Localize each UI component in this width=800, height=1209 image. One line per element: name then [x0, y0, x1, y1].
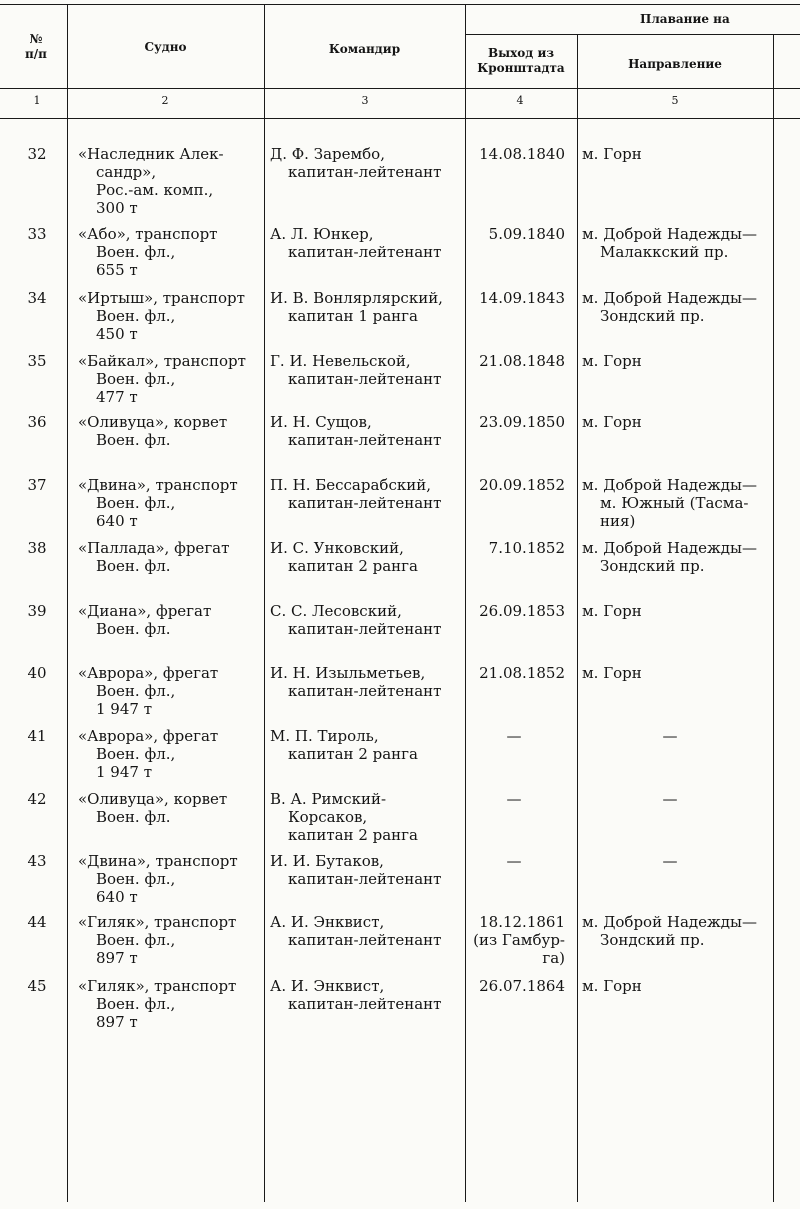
row-number: 33	[27, 225, 47, 243]
ship-cell	[78, 852, 238, 906]
ship-cell-line: «Оливуца», корвет	[78, 413, 228, 431]
commander-cell	[270, 352, 441, 388]
commander-cell	[270, 790, 418, 844]
departure-cell	[455, 602, 565, 620]
ship-cell-line: 640 т	[96, 512, 138, 530]
direction-cell	[582, 476, 757, 530]
commander-cell-line: Г. И. Невельской,	[270, 352, 411, 370]
commander-cell	[270, 413, 441, 449]
departure-cell	[455, 289, 565, 307]
direction-cell-line: м. Горн	[582, 352, 642, 370]
departure-cell	[455, 476, 565, 494]
colnum-2: 2	[161, 94, 169, 107]
direction-dash: —	[662, 852, 678, 870]
commander-cell-line: А. Л. Юнкер,	[270, 225, 374, 243]
commander-cell-line: капитан 2 ранга	[288, 557, 418, 575]
ship-cell	[78, 664, 218, 718]
ship-cell-line: «Або», транспорт	[78, 225, 218, 243]
ship-cell	[78, 977, 236, 1031]
commander-cell-line: капитан-лейтенант	[288, 995, 442, 1013]
commander-cell-line: капитан-лейтенант	[288, 494, 442, 512]
direction-cell	[582, 352, 642, 370]
direction-cell-line: м. Доброй Надежды—	[582, 289, 757, 307]
direction-cell-line: м. Доброй Надежды—	[582, 539, 757, 557]
direction-cell-line: Малаккский пр.	[600, 243, 729, 261]
departure-cell	[455, 913, 565, 967]
header-departure: Выход из Кронштадта	[477, 46, 565, 75]
ship-cell-line: Воен. фл.,	[96, 745, 176, 763]
commander-cell-line: капитан-лейтенант	[288, 431, 442, 449]
commander-cell-line: И. Н. Изыльметьев,	[270, 664, 426, 682]
ship-cell-line: 300 т	[96, 199, 138, 217]
commander-cell-line: капитан-лейтенант	[288, 682, 442, 700]
commander-cell	[270, 289, 443, 325]
col-divider-1	[67, 4, 68, 1202]
direction-cell-line: м. Доброй Надежды—	[582, 225, 757, 243]
ship-cell	[78, 289, 245, 343]
departure-cell-line: 14.09.1843	[479, 289, 565, 307]
ship-cell	[78, 790, 227, 826]
ship-cell-line: 1 947 т	[96, 700, 153, 718]
commander-cell	[270, 664, 441, 700]
header-num: № п/п	[25, 32, 47, 61]
ship-cell-line: Рос.-ам. комп.,	[96, 181, 214, 199]
direction-cell-line: Зондский пр.	[600, 931, 705, 949]
col-divider-2	[264, 4, 265, 1202]
row-number: 41	[27, 727, 47, 745]
ship-cell	[78, 539, 229, 575]
ship-cell-line: Воен. фл.,	[96, 870, 176, 888]
ship-cell-line: 477 т	[96, 388, 138, 406]
commander-cell-line: П. Н. Бессарабский,	[270, 476, 431, 494]
ship-cell	[78, 602, 211, 638]
ship-cell-line: Воен. фл.	[96, 431, 171, 449]
row-number: 38	[27, 539, 47, 557]
row-number: 35	[27, 352, 47, 370]
ship-cell-line: 1 947 т	[96, 763, 153, 781]
header-ship: Судно	[144, 40, 187, 54]
commander-cell	[270, 476, 441, 512]
departure-dash: —	[506, 790, 522, 808]
ship-cell	[78, 225, 217, 279]
direction-cell	[582, 225, 757, 261]
group-rule	[465, 34, 800, 35]
direction-cell	[582, 602, 642, 620]
ship-cell-line: «Оливуца», корвет	[78, 790, 228, 808]
direction-cell-line: м. Горн	[582, 977, 642, 995]
direction-cell-line: ния)	[600, 512, 636, 530]
departure-cell	[455, 977, 565, 995]
ship-cell-line: Воен. фл.,	[96, 307, 176, 325]
ship-cell-line: Воен. фл.	[96, 808, 171, 826]
ship-cell-line: «Гиляк», транспорт	[78, 977, 237, 995]
row-number: 36	[27, 413, 47, 431]
commander-cell	[270, 602, 441, 638]
colnum-4: 4	[516, 94, 524, 107]
commander-cell	[270, 225, 441, 261]
commander-cell-line: капитан-лейтенант	[288, 370, 442, 388]
departure-dash: —	[506, 727, 522, 745]
row-number: 39	[27, 602, 47, 620]
direction-dash: —	[662, 790, 678, 808]
departure-cell	[455, 145, 565, 163]
direction-cell	[582, 664, 642, 682]
commander-cell	[270, 539, 418, 575]
commander-cell-line: Корсаков,	[288, 808, 368, 826]
ship-cell-line: Воен. фл.,	[96, 931, 176, 949]
departure-cell-line: 18.12.1861	[479, 913, 565, 931]
colnum-1: 1	[33, 94, 41, 107]
commander-cell	[270, 977, 441, 1013]
commander-cell-line: М. П. Тироль,	[270, 727, 379, 745]
ship-cell-line: Воен. фл.,	[96, 370, 176, 388]
colnum-5: 5	[671, 94, 679, 107]
header-commander: Командир	[328, 42, 401, 56]
commander-cell-line: Д. Ф. Зарембо,	[270, 145, 385, 163]
departure-cell-line: 7.10.1852	[488, 539, 565, 557]
commander-cell-line: капитан-лейтенант	[288, 620, 442, 638]
ship-cell	[78, 145, 224, 217]
ship-cell-line: 897 т	[96, 949, 138, 967]
ship-cell	[78, 913, 236, 967]
commander-cell-line: И. В. Вонлярлярский,	[270, 289, 443, 307]
commander-cell-line: капитан-лейтенант	[288, 163, 442, 181]
ship-cell-line: «Аврора», фрегат	[78, 664, 219, 682]
departure-cell	[455, 539, 565, 557]
row-number: 37	[27, 476, 47, 494]
departure-cell-line: 14.08.1840	[479, 145, 565, 163]
commander-cell-line: И. И. Бутаков,	[270, 852, 384, 870]
commander-cell-line: капитан 2 ранга	[288, 745, 418, 763]
ship-cell-line: 897 т	[96, 1013, 138, 1031]
row-number: 40	[27, 664, 47, 682]
direction-cell-line: м. Доброй Надежды—	[582, 476, 757, 494]
ship-cell-line: «Наследник Алек-	[78, 145, 224, 163]
departure-cell-line: 20.09.1852	[479, 476, 565, 494]
row-number: 43	[27, 852, 47, 870]
ship-cell	[78, 413, 227, 449]
direction-cell	[582, 145, 642, 163]
ship-cell-line: Воен. фл.,	[96, 494, 176, 512]
ship-cell-line: «Диана», фрегат	[78, 602, 212, 620]
column-numbers-rule	[0, 118, 800, 119]
commander-cell	[270, 727, 418, 763]
commander-cell-line: капитан-лейтенант	[288, 870, 442, 888]
commander-cell-line: И. С. Унковский,	[270, 539, 404, 557]
header-bottom-rule	[0, 88, 800, 89]
ship-cell-line: сандр»,	[96, 163, 157, 181]
direction-cell-line: м. Доброй Надежды—	[582, 913, 757, 931]
header-direction: Направление	[628, 57, 722, 71]
commander-cell	[270, 913, 441, 949]
ship-cell	[78, 352, 246, 406]
row-number: 44	[27, 913, 47, 931]
direction-cell	[582, 289, 757, 325]
direction-cell-line: м. Горн	[582, 413, 642, 431]
commander-cell	[270, 145, 441, 181]
direction-dash: —	[662, 727, 678, 745]
commander-cell-line: капитан-лейтенант	[288, 243, 442, 261]
ship-cell	[78, 727, 218, 781]
ship-cell-line: «Двина», транспорт	[78, 476, 238, 494]
ship-cell-line: Воен. фл.,	[96, 995, 176, 1013]
direction-cell	[582, 977, 642, 995]
top-rule	[0, 4, 800, 5]
departure-cell-line: 5.09.1840	[488, 225, 565, 243]
row-number: 34	[27, 289, 47, 307]
departure-cell-line: 21.08.1852	[479, 664, 565, 682]
ship-cell-line: Воен. фл.	[96, 557, 171, 575]
departure-cell-line: (из Гамбур-	[473, 931, 565, 949]
commander-cell-line: И. Н. Сущов,	[270, 413, 372, 431]
departure-cell-line: 23.09.1850	[479, 413, 565, 431]
departure-cell-line: 26.09.1853	[479, 602, 565, 620]
departure-cell	[455, 664, 565, 682]
direction-cell-line: Зондский пр.	[600, 557, 705, 575]
colnum-3: 3	[361, 94, 369, 107]
commander-cell-line: С. С. Лесовский,	[270, 602, 402, 620]
direction-cell-line: м. Горн	[582, 664, 642, 682]
commander-cell-line: А. И. Энквист,	[270, 913, 385, 931]
row-number: 42	[27, 790, 47, 808]
ship-cell-line: Воен. фл.,	[96, 243, 176, 261]
commander-cell-line: капитан-лейтенант	[288, 931, 442, 949]
departure-cell	[455, 225, 565, 243]
direction-cell-line: м. Горн	[582, 145, 642, 163]
ship-cell-line: 655 т	[96, 261, 138, 279]
direction-cell	[582, 913, 757, 949]
ship-cell-line: 450 т	[96, 325, 138, 343]
ship-cell-line: «Байкал», транспорт	[78, 352, 246, 370]
departure-cell-line: 21.08.1848	[479, 352, 565, 370]
commander-cell	[270, 852, 441, 888]
row-number: 32	[27, 145, 47, 163]
departure-cell-line: га)	[542, 949, 565, 967]
direction-cell	[582, 413, 642, 431]
col-divider-5	[773, 34, 774, 1202]
direction-cell	[582, 539, 757, 575]
ship-cell-line: «Гиляк», транспорт	[78, 913, 237, 931]
row-number: 45	[27, 977, 47, 995]
ship-cell-line: «Паллада», фрегат	[78, 539, 230, 557]
ship-cell-line: Воен. фл.	[96, 620, 171, 638]
ship-cell-line: «Аврора», фрегат	[78, 727, 219, 745]
ship-cell-line: Воен. фл.,	[96, 682, 176, 700]
commander-cell-line: А. И. Энквист,	[270, 977, 385, 995]
departure-cell	[455, 352, 565, 370]
direction-cell-line: Зондский пр.	[600, 307, 705, 325]
direction-cell-line: м. Южный (Тасма-	[600, 494, 749, 512]
commander-cell-line: В. А. Римский-	[270, 790, 387, 808]
commander-cell-line: капитан 2 ранга	[288, 826, 418, 844]
ship-cell-line: «Иртыш», транспорт	[78, 289, 245, 307]
col-divider-4	[577, 34, 578, 1202]
departure-cell-line: 26.07.1864	[479, 977, 565, 995]
ship-cell-line: 640 т	[96, 888, 138, 906]
departure-cell	[455, 413, 565, 431]
departure-dash: —	[506, 852, 522, 870]
header-group-title: Плавание на	[640, 12, 730, 26]
direction-cell-line: м. Горн	[582, 602, 642, 620]
ship-cell-line: «Двина», транспорт	[78, 852, 238, 870]
ship-cell	[78, 476, 238, 530]
commander-cell-line: капитан 1 ранга	[288, 307, 418, 325]
